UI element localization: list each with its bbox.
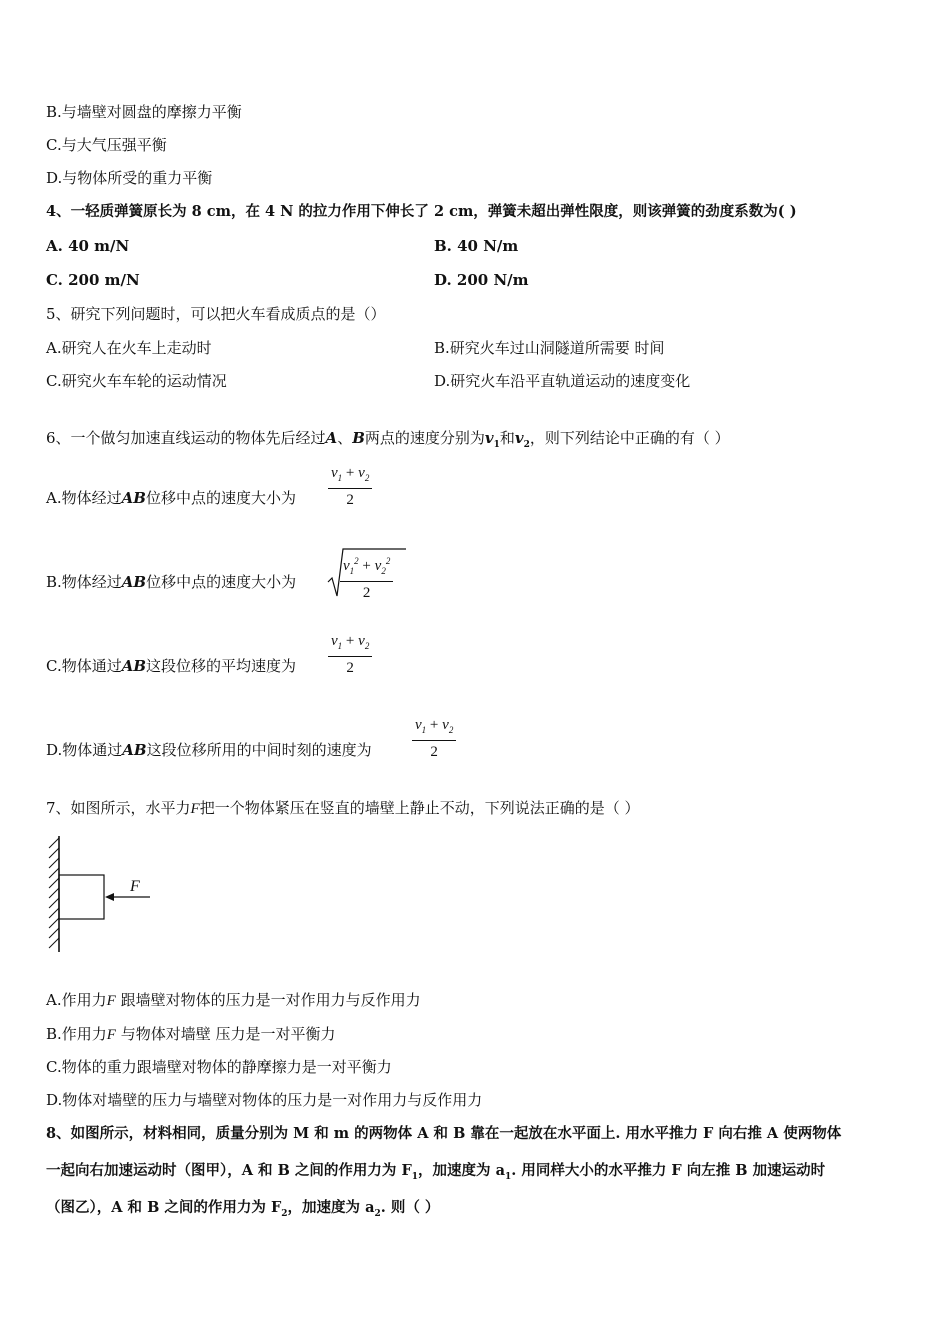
q8-stem-line3 xyxy=(46,1198,439,1224)
q5-option-b: B.研究火车过山洞隧道所需要 时间 xyxy=(434,339,665,357)
q7-option-c: C.物体的重力跟墙壁对物体的静摩擦力是一对平衡力 xyxy=(46,1058,392,1076)
q4-option-a: A. 40 m/N xyxy=(46,237,130,255)
wall-hatching xyxy=(49,838,59,948)
q4-option-c: C. 200 m/N xyxy=(46,271,140,289)
option-text: 位移中点的速度大小为 xyxy=(146,573,297,591)
q7-stem-text: 把一个物体紧压在竖直的墙壁上静止不动，下列说法正确的是（ ） xyxy=(199,799,640,817)
option-text: 位移中点的速度大小为 xyxy=(145,489,296,507)
force-symbol: F xyxy=(190,801,200,817)
q6-b-sqrt xyxy=(326,546,408,600)
fraction-denominator: 2 xyxy=(362,585,371,601)
q8-text: . 用同样大小的水平推力 F 向左推 B 加速运动时 xyxy=(511,1162,826,1179)
v1-symbol: v xyxy=(484,429,494,447)
q6-stem-text: ，则下列结论中正确的有（ ） xyxy=(529,429,730,447)
v2-subscript: 2 xyxy=(523,440,530,450)
segment-ab: AB xyxy=(121,657,147,675)
force-label: F xyxy=(130,878,140,895)
q6-stem-text: 两点的速度分别为 xyxy=(364,429,485,447)
block xyxy=(59,875,104,919)
arrow-head-icon xyxy=(105,893,114,901)
fraction-denominator: 2 xyxy=(430,744,438,760)
q6-a-fraction xyxy=(328,463,372,511)
fraction-numerator: $v_1 + v_2$ xyxy=(328,463,372,489)
q3-option-c: C.与大气压强平衡 xyxy=(46,136,167,154)
q6-stem-sep: 、 xyxy=(337,429,353,447)
option-text: 这段位移的平均速度为 xyxy=(146,657,297,675)
q5-option-c: C.研究火车车轮的运动情况 xyxy=(46,372,227,390)
fraction-numerator: $v_1 + v_2$ xyxy=(328,631,372,657)
force-symbol: F xyxy=(106,1027,116,1043)
segment-ab: AB xyxy=(122,741,147,759)
q8-subscript: 1 xyxy=(504,1171,512,1182)
q8-text: 一起向右加速运动时（图甲），A 和 B 之间的作用力为 F xyxy=(46,1162,412,1179)
q6-option-c xyxy=(46,656,296,676)
option-text: 与物体对墙壁 压力是一对平衡力 xyxy=(120,1025,336,1043)
option-text: B.物体经过 xyxy=(46,573,122,591)
v2-symbol: v xyxy=(514,429,524,447)
option-text: B.作用力 xyxy=(46,1025,107,1043)
point-b: B xyxy=(352,429,365,447)
q5-option-d: D.研究火车沿平直轨道运动的速度变化 xyxy=(434,372,691,390)
q6-stem-text: 6、一个做匀加速直线运动的物体先后经过 xyxy=(46,429,326,447)
q6-c-fraction xyxy=(328,631,372,679)
q8-text: . 则（ ） xyxy=(380,1199,440,1216)
q8-stem-line2 xyxy=(46,1161,825,1187)
point-a: A xyxy=(325,429,338,447)
q6-option-b xyxy=(46,572,296,592)
q6-stem-and: 和 xyxy=(499,429,515,447)
option-text: D.物体通过 xyxy=(46,741,123,759)
q8-subscript: 1 xyxy=(411,1171,419,1182)
v1-subscript: 1 xyxy=(493,440,500,450)
q7-stem xyxy=(46,798,640,819)
option-text: A.作用力 xyxy=(46,991,107,1009)
segment-ab: AB xyxy=(121,489,146,507)
q7-option-b xyxy=(46,1024,336,1045)
option-text: 这段位移所用的中间时刻的速度为 xyxy=(146,741,372,759)
q4-option-d: D. 200 N/m xyxy=(434,271,529,289)
q3-option-d: D.与物体所受的重力平衡 xyxy=(46,169,213,187)
option-text: C.物体通过 xyxy=(46,657,122,675)
q8-text: （图乙），A 和 B 之间的作用力为 F xyxy=(46,1199,282,1216)
segment-ab: AB xyxy=(121,573,147,591)
q6-b-fraction xyxy=(340,551,393,604)
q5-stem: 5、研究下列问题时，可以把火车看成质点的是（） xyxy=(46,305,386,323)
option-text: 跟墙壁对物体的压力是一对作用力与反作用力 xyxy=(120,991,421,1009)
q8-stem-line1: 8、如图所示，材料相同，质量分别为 M 和 m 的两物体 A 和 B 靠在一起放在水平面上. 用水平推力 F 向右推 A 使两物体 xyxy=(46,1125,842,1142)
q4-stem: 4、一轻质弹簧原长为 8 cm，在 4 N 的拉力作用下伸长了 2 cm，弹簧未超出弹性限度，则该弹簧的劲度系数为( ) xyxy=(46,203,797,220)
force-symbol: F xyxy=(106,993,116,1009)
q8-subscript: 2 xyxy=(374,1208,381,1219)
q4-option-b: B. 40 N/m xyxy=(434,237,519,255)
q6-d-fraction xyxy=(412,715,456,763)
q3-option-b: B.与墙壁对圆盘的摩擦力平衡 xyxy=(46,103,242,121)
fraction-denominator: 2 xyxy=(346,660,354,676)
q5-option-a: A.研究人在火车上走动时 xyxy=(46,339,212,357)
q8-text: ，加速度为 a xyxy=(287,1199,375,1216)
q7-stem-text: 7、如图所示，水平力 xyxy=(46,799,191,817)
q6-stem xyxy=(46,428,730,455)
fraction-denominator: 2 xyxy=(346,492,354,508)
q8-subscript: 2 xyxy=(281,1208,288,1219)
fraction-numerator: $v_1^2 + v_2^2$ xyxy=(340,551,393,582)
q7-option-d: D.物体对墙壁的压力与墙壁对物体的压力是一对作用力与反作用力 xyxy=(46,1091,483,1109)
q6-option-a xyxy=(46,488,296,508)
wall-block-figure xyxy=(44,834,164,956)
q8-text: ，加速度为 a xyxy=(418,1162,505,1179)
fraction-numerator: $v_1 + v_2$ xyxy=(412,715,456,741)
option-text: A.物体经过 xyxy=(46,489,122,507)
q7-option-a xyxy=(46,990,421,1011)
q6-option-d xyxy=(46,740,372,760)
